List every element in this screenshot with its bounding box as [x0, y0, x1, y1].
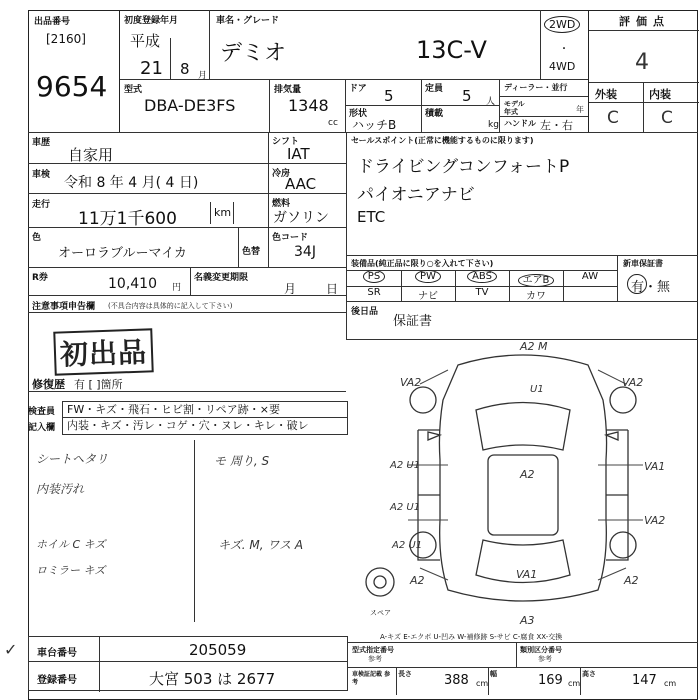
tax-label: 名義変更期限: [194, 273, 249, 283]
equipment-divider: [455, 270, 456, 302]
lot-box: [28, 10, 120, 132]
size-label: 車検証記載 参考: [352, 671, 391, 686]
inspector-block: [28, 400, 348, 436]
ac-value: AAC: [285, 175, 317, 193]
length-label: 長さ: [398, 670, 412, 678]
shift-box: [268, 132, 346, 164]
mark-rr: A2: [624, 574, 639, 587]
mark-rear: A3: [520, 614, 535, 627]
mileage-value: 11万1千600: [78, 209, 177, 229]
spare-label: スペア: [370, 609, 391, 617]
capacity-value: 5: [462, 87, 472, 105]
hand-left-1: シートヘタリ: [36, 452, 109, 466]
model-grade: 13C-V: [416, 36, 487, 64]
equipment-divider: [509, 270, 510, 302]
displacement-box: [270, 80, 346, 132]
color-code-value: 34J: [294, 244, 316, 260]
notes-label: 注意事項申告欄: [32, 302, 96, 312]
notes-sub: (不具合内容は具体的に記入して下さい): [108, 302, 233, 310]
class-sub: 参考: [538, 655, 552, 663]
length-unit: cm: [476, 679, 489, 688]
color-repaint-label: 色替: [242, 247, 261, 257]
chassis-label: 車台番号: [37, 648, 77, 659]
inspection-label: 車検: [32, 170, 51, 180]
doors-label: ドア: [349, 84, 367, 94]
model-year-unit: 年: [576, 105, 584, 114]
recycle-unit: 円: [172, 283, 182, 293]
hand-right-2: キズ. M, ワス A: [218, 538, 304, 552]
capacity-label: 定員: [425, 84, 444, 94]
hand-left-2: 内装汚れ: [36, 482, 85, 496]
load-unit: kg: [488, 120, 499, 130]
first-reg-era: 平成: [130, 32, 161, 50]
displacement-label: 排気量: [274, 85, 302, 95]
shape-value: ハッチB: [352, 118, 397, 132]
sales-point-2: パイオニアナビ: [357, 185, 475, 205]
sales-point-3: ETC: [357, 208, 386, 226]
equipment-item-bottom: ナビ: [418, 291, 438, 302]
handle-label: ハンドル: [504, 119, 536, 128]
width-value: 169: [538, 673, 563, 688]
equipment-divider: [563, 270, 564, 302]
lot-number: 9654: [36, 70, 108, 103]
mark-left-2: A2 U1: [390, 502, 421, 513]
repair-label: 修復歴: [32, 378, 65, 391]
sales-point-1: ドライビングコンフォートP: [357, 157, 570, 177]
color-label: 色: [32, 233, 42, 243]
mark-windshield: U1: [530, 384, 544, 395]
shift-label: シフト: [272, 137, 300, 147]
first-reg-label: 初度登録年月: [124, 16, 179, 26]
tax-month-unit: 月: [284, 282, 297, 296]
equipment-item-bottom: SR: [367, 287, 381, 298]
inspector-label-1: 検査員: [28, 407, 56, 417]
equipment-label: 装備品(純正品に限り○を入れて下さい): [351, 259, 494, 268]
inspection-row: [28, 164, 268, 194]
height-unit: cm: [664, 679, 677, 688]
inspector-row-1: FW・キズ・飛石・ヒビ割・リペア跡・×要: [62, 401, 348, 418]
score-value: 4: [635, 50, 649, 75]
ac-label: 冷房: [272, 169, 291, 179]
mark-left-1: A2 U1: [390, 460, 421, 471]
dealer-label: ディーラー・並行: [504, 83, 568, 92]
equipment-item-bottom: TV: [475, 287, 489, 298]
equipment-item-top: PS: [347, 271, 401, 282]
equipment-item-bottom: カワ: [526, 291, 546, 302]
first-reg-month: 8: [180, 60, 190, 78]
load-box: [422, 106, 500, 132]
handwritten-area: [28, 436, 348, 626]
handle-value: 左・右: [540, 119, 573, 132]
model-label: 車名・グレード: [216, 16, 280, 26]
tax-day-unit: 日: [326, 282, 339, 296]
height-label: 高さ: [582, 670, 596, 678]
drive-box: [540, 10, 588, 80]
drive-2wd-text: 2WD: [549, 18, 576, 31]
mark-fr: VA2: [622, 376, 644, 389]
plate-row: [28, 661, 348, 691]
warranty-circle: [627, 274, 647, 294]
ac-box: [268, 164, 346, 194]
fuel-label: 燃料: [272, 199, 291, 209]
mark-front: A2 M: [520, 340, 548, 353]
equipment-block: [346, 256, 698, 302]
bottom-right-block: [348, 642, 698, 694]
dealer-box: [500, 80, 588, 132]
width-unit: cm: [568, 679, 581, 688]
recycle-value: 10,410: [108, 276, 157, 292]
fuel-box: [268, 194, 346, 228]
hand-left-4: ロミラー キズ: [36, 564, 106, 577]
first-reg-year: 21: [140, 58, 163, 79]
rear-items-label: 後日品: [351, 307, 379, 317]
mileage-unit: km: [214, 206, 232, 219]
check-mark: ✓: [4, 640, 18, 659]
model-box: [210, 10, 540, 80]
inspector-label-2: 記入欄: [28, 423, 56, 433]
chassis-value: 205059: [189, 641, 247, 659]
notes-stamp: 初出品: [53, 328, 153, 375]
mark-rear-window: VA1: [516, 568, 538, 581]
equipment-item-top: PW: [401, 271, 455, 282]
drive-4wd: 4WD: [549, 60, 576, 73]
lot-code: [2160]: [46, 32, 86, 46]
displacement-unit: cc: [328, 118, 338, 128]
height-value: 147: [632, 673, 657, 688]
drive-dot: ・: [559, 44, 569, 55]
shape-label: 形状: [349, 109, 368, 119]
first-reg-month-unit: 月: [198, 71, 208, 81]
color-row: [28, 228, 346, 268]
new-warranty-label: 新車保証書: [623, 259, 663, 268]
damage-legend: A-キズ E-エクボ U-凹み W-補修跡 S-サビ C-腐食 XX-交換: [380, 633, 563, 641]
color-code-label: 色コード: [272, 233, 309, 243]
class-label: 類別区分番号: [520, 646, 562, 654]
mark-left-3: A2 U1: [392, 540, 423, 551]
mark-rl: A2: [410, 574, 425, 587]
sales-label: セールスポイント(正常に機能するものに限ります): [351, 136, 534, 145]
mark-fl: VA2: [400, 376, 422, 389]
inspector-row-2: 内装・キズ・汚レ・コゲ・穴・ヌレ・キレ・破レ: [62, 418, 348, 435]
history-value: 自家用: [68, 146, 114, 164]
repair-value: 有 [ ]箇所: [74, 378, 123, 391]
mark-right-2: VA2: [644, 514, 666, 527]
model-year-label: モデル年式: [504, 100, 525, 116]
lot-label: 出品番号: [34, 17, 71, 27]
mark-right-1: VA1: [644, 460, 666, 473]
hand-right-1: モ 周り, S: [214, 454, 270, 468]
plate-label: 登録番号: [37, 675, 77, 686]
score-ext-label: 外装: [595, 88, 617, 101]
equipment-item-top: エアB: [509, 271, 563, 286]
score-box: [588, 10, 698, 132]
score-label: 評価点: [619, 15, 670, 28]
type-label: 型式: [124, 85, 143, 95]
recycle-row: [28, 268, 346, 296]
model-name: デミオ: [220, 41, 287, 66]
drive-2wd: [544, 16, 580, 33]
type-value: DBA-DE3FS: [144, 96, 236, 115]
load-label: 積載: [425, 109, 444, 119]
rear-items-block: [346, 302, 698, 340]
mileage-row: [28, 194, 268, 228]
plate-value: 大宮 503 は 2677: [149, 670, 276, 688]
inspection-value: 令和 8 年 4 月( 4 日): [64, 175, 199, 191]
displacement-value: 1348: [288, 96, 329, 115]
width-label: 幅: [490, 670, 497, 678]
mileage-label: 走行: [32, 200, 51, 210]
history-row: [28, 132, 268, 164]
rear-items-value: 保証書: [393, 314, 433, 329]
capacity-box: [422, 80, 500, 106]
first-reg-box: [120, 10, 210, 80]
notes-block: [28, 296, 346, 392]
recycle-label: R券: [32, 273, 48, 283]
capacity-unit: 人: [486, 97, 496, 107]
equipment-item-top: ABS: [455, 271, 509, 282]
fuel-value: ガソリン: [273, 210, 329, 226]
mark-roof: A2: [520, 468, 535, 481]
color-value: オーロラブルーマイカ: [58, 246, 187, 261]
equipment-divider: [401, 270, 402, 302]
shape-box: [346, 106, 422, 132]
hand-left-3: ホイル C キズ: [36, 538, 106, 551]
length-value: 388: [444, 673, 469, 688]
new-warranty-value: 有・無: [631, 280, 671, 295]
shift-value: IAT: [287, 145, 310, 163]
equipment-item-top: AW: [581, 271, 599, 282]
history-label: 車歴: [32, 138, 51, 148]
doors-value: 5: [384, 87, 394, 105]
doors-box: [346, 80, 422, 106]
score-ext-value: C: [607, 108, 619, 128]
model-spec-label: 型式指定番号: [352, 646, 394, 654]
score-int-value: C: [661, 108, 673, 128]
model-spec-sub: 参考: [368, 655, 382, 663]
chassis-row: [28, 636, 348, 662]
score-int-label: 内装: [649, 88, 671, 101]
sales-block: [346, 132, 698, 256]
type-box: [120, 80, 270, 132]
